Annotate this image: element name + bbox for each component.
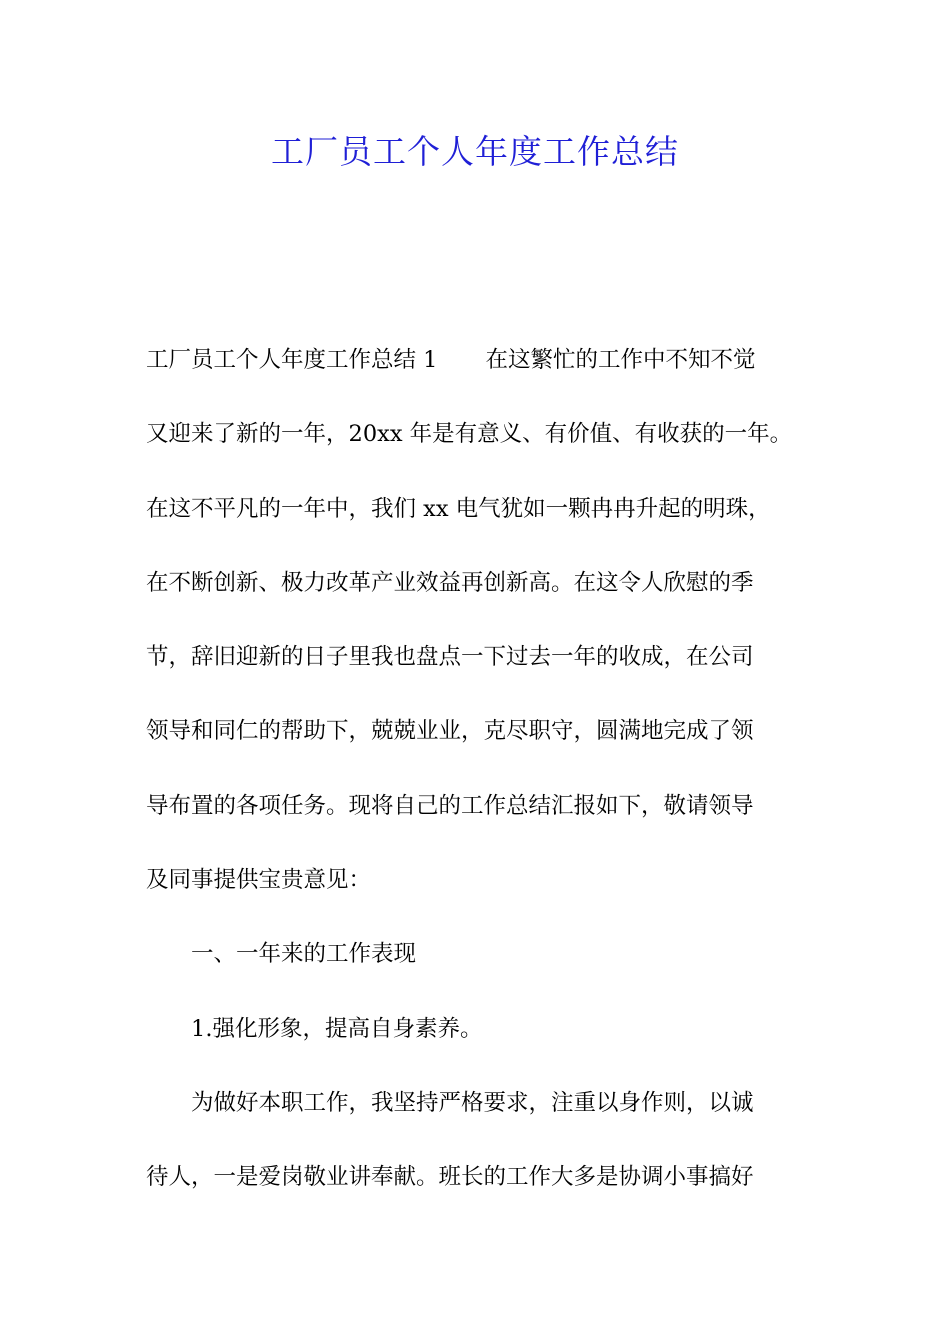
document-body [146, 333, 816, 1225]
paragraph-line: 及同事提供宝贵意见： [146, 867, 372, 894]
paragraph-line: 又迎来了新的一年，20xx 年是有意义、有价值、有收获的一年。 [146, 421, 793, 448]
document-title: 工厂员工个人年度工作总结 [271, 132, 679, 171]
paragraph-line: 待人，一是爱岗敬业讲奉献。班长的工作大多是协调小事搞好 [146, 1164, 754, 1191]
section-heading: 一、一年来的工作表现 [191, 941, 417, 968]
paragraph-text: 在这繁忙的工作中不知不觉 [485, 347, 756, 373]
paragraph-line [146, 333, 816, 407]
section-heading-inline: 工厂员工个人年度工作总结 1 [146, 347, 438, 373]
paragraph-line: 在这不平凡的一年中，我们 xx 电气犹如一颗冉冉升起的明珠， [146, 495, 771, 522]
paragraph-line: 导布置的各项任务。现将自己的工作总结汇报如下，敬请领导 [146, 792, 754, 819]
subsection-heading: 1.强化形象，提高自身素养。 [191, 1015, 483, 1042]
paragraph-line: 节，辞旧迎新的日子里我也盘点一下过去一年的收成，在公司 [146, 644, 754, 671]
paragraph-line: 在不断创新、极力改革产业效益再创新高。在这令人欣慰的季 [146, 569, 754, 596]
paragraph-line: 领导和同仁的帮助下，兢兢业业，克尽职守，圆满地完成了领 [146, 718, 754, 745]
paragraph-line: 为做好本职工作，我坚持严格要求，注重以身作则，以诚 [191, 1089, 754, 1116]
